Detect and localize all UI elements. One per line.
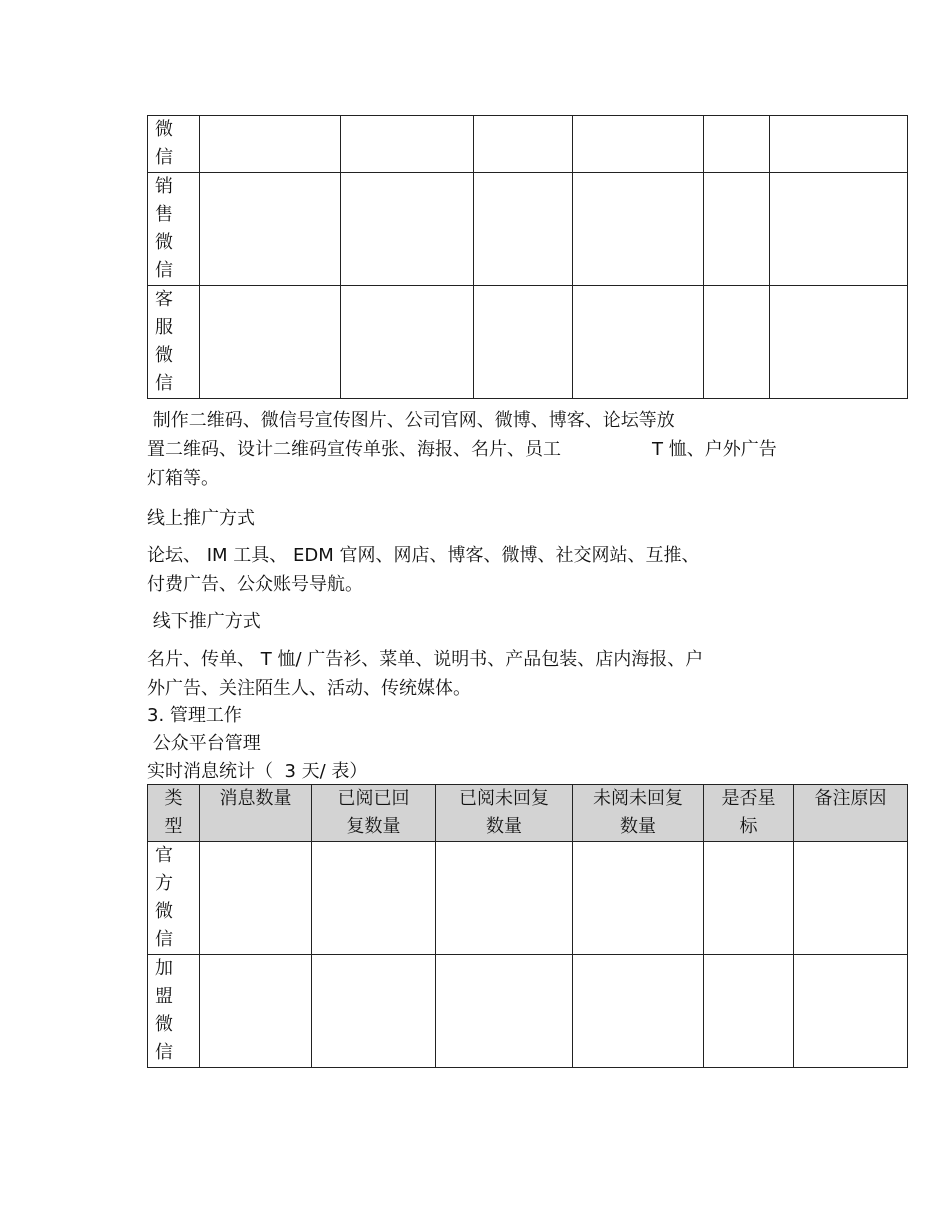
table-cell bbox=[573, 286, 704, 399]
row-type-cell: 销 售 微 信 bbox=[148, 173, 200, 286]
table-cell bbox=[770, 116, 908, 173]
column-header-read-replied: 已阅已回 复数量 bbox=[312, 785, 436, 842]
column-header-remarks: 备注原因 bbox=[794, 785, 908, 842]
column-header-read-unreplied: 已阅未回复 数量 bbox=[436, 785, 573, 842]
table-cell bbox=[200, 842, 312, 955]
table-row bbox=[148, 173, 908, 286]
table-row bbox=[148, 842, 908, 955]
table-cell bbox=[200, 286, 341, 399]
table-cell bbox=[794, 842, 908, 955]
table-cell bbox=[200, 116, 341, 173]
table-cell bbox=[573, 173, 704, 286]
row-type-cell: 官 方 微 信 bbox=[148, 842, 200, 955]
table-row bbox=[148, 286, 908, 399]
heading-realtime-stats: 实时消息统计（ 3 天/ 表） bbox=[147, 761, 368, 782]
table-cell bbox=[474, 286, 573, 399]
table-cell bbox=[573, 955, 704, 1068]
table-cell bbox=[770, 286, 908, 399]
table-cell bbox=[341, 116, 474, 173]
row-type-cell: 加 盟 微 信 bbox=[148, 955, 200, 1068]
paragraph-offline-line-2: 外广告、关注陌生人、活动、传统媒体。 bbox=[147, 678, 471, 699]
heading-online-promotion: 线上推广方式 bbox=[147, 508, 255, 529]
table-cell bbox=[573, 842, 704, 955]
table-cell bbox=[341, 173, 474, 286]
table-cell bbox=[704, 116, 770, 173]
heading-public-platform: 公众平台管理 bbox=[147, 733, 261, 754]
row-type-cell: 客 服 微 信 bbox=[148, 286, 200, 399]
row-type-cell: 微 信 bbox=[148, 116, 200, 173]
table-cell bbox=[573, 116, 704, 173]
paragraph-promo-line-1: 制作二维码、微信号宣传图片、公司官网、微博、博客、论坛等放 bbox=[147, 410, 675, 431]
table-cell bbox=[200, 173, 341, 286]
stats-table bbox=[147, 784, 908, 1068]
paragraph-promo-line-2b: T 恤、户外广告 bbox=[652, 439, 777, 460]
table-cell bbox=[770, 173, 908, 286]
paragraph-promo-line-2: 置二维码、设计二维码宣传单张、海报、名片、员工 bbox=[147, 439, 561, 460]
table-cell bbox=[200, 955, 312, 1068]
table-cell bbox=[704, 955, 794, 1068]
table-cell bbox=[794, 955, 908, 1068]
table-cell bbox=[341, 286, 474, 399]
column-header-type: 类 型 bbox=[148, 785, 200, 842]
top-table bbox=[147, 115, 908, 399]
table-header-row bbox=[148, 785, 908, 842]
heading-section-3: 3. 管理工作 bbox=[147, 705, 242, 726]
table-cell bbox=[312, 955, 436, 1068]
column-header-unread-unreplied: 未阅未回复 数量 bbox=[573, 785, 704, 842]
column-header-starred: 是否星 标 bbox=[704, 785, 794, 842]
heading-offline-promotion: 线下推广方式 bbox=[147, 611, 261, 632]
table-cell bbox=[474, 116, 573, 173]
table-cell bbox=[704, 286, 770, 399]
paragraph-online-line-1: 论坛、 IM 工具、 EDM 官网、网店、博客、微博、社交网站、互推、 bbox=[147, 545, 700, 566]
table-cell bbox=[436, 842, 573, 955]
column-header-message-count: 消息数量 bbox=[200, 785, 312, 842]
table-cell bbox=[436, 955, 573, 1068]
table-cell bbox=[312, 842, 436, 955]
table-row bbox=[148, 116, 908, 173]
paragraph-promo-line-3: 灯箱等。 bbox=[147, 468, 219, 489]
table-row bbox=[148, 955, 908, 1068]
paragraph-offline-line-1: 名片、传单、 T 恤/ 广告衫、菜单、说明书、产品包装、店内海报、户 bbox=[147, 649, 704, 670]
table-cell bbox=[474, 173, 573, 286]
table-cell bbox=[704, 173, 770, 286]
table-cell bbox=[704, 842, 794, 955]
paragraph-online-line-2: 付费广告、公众账号导航。 bbox=[147, 574, 363, 595]
